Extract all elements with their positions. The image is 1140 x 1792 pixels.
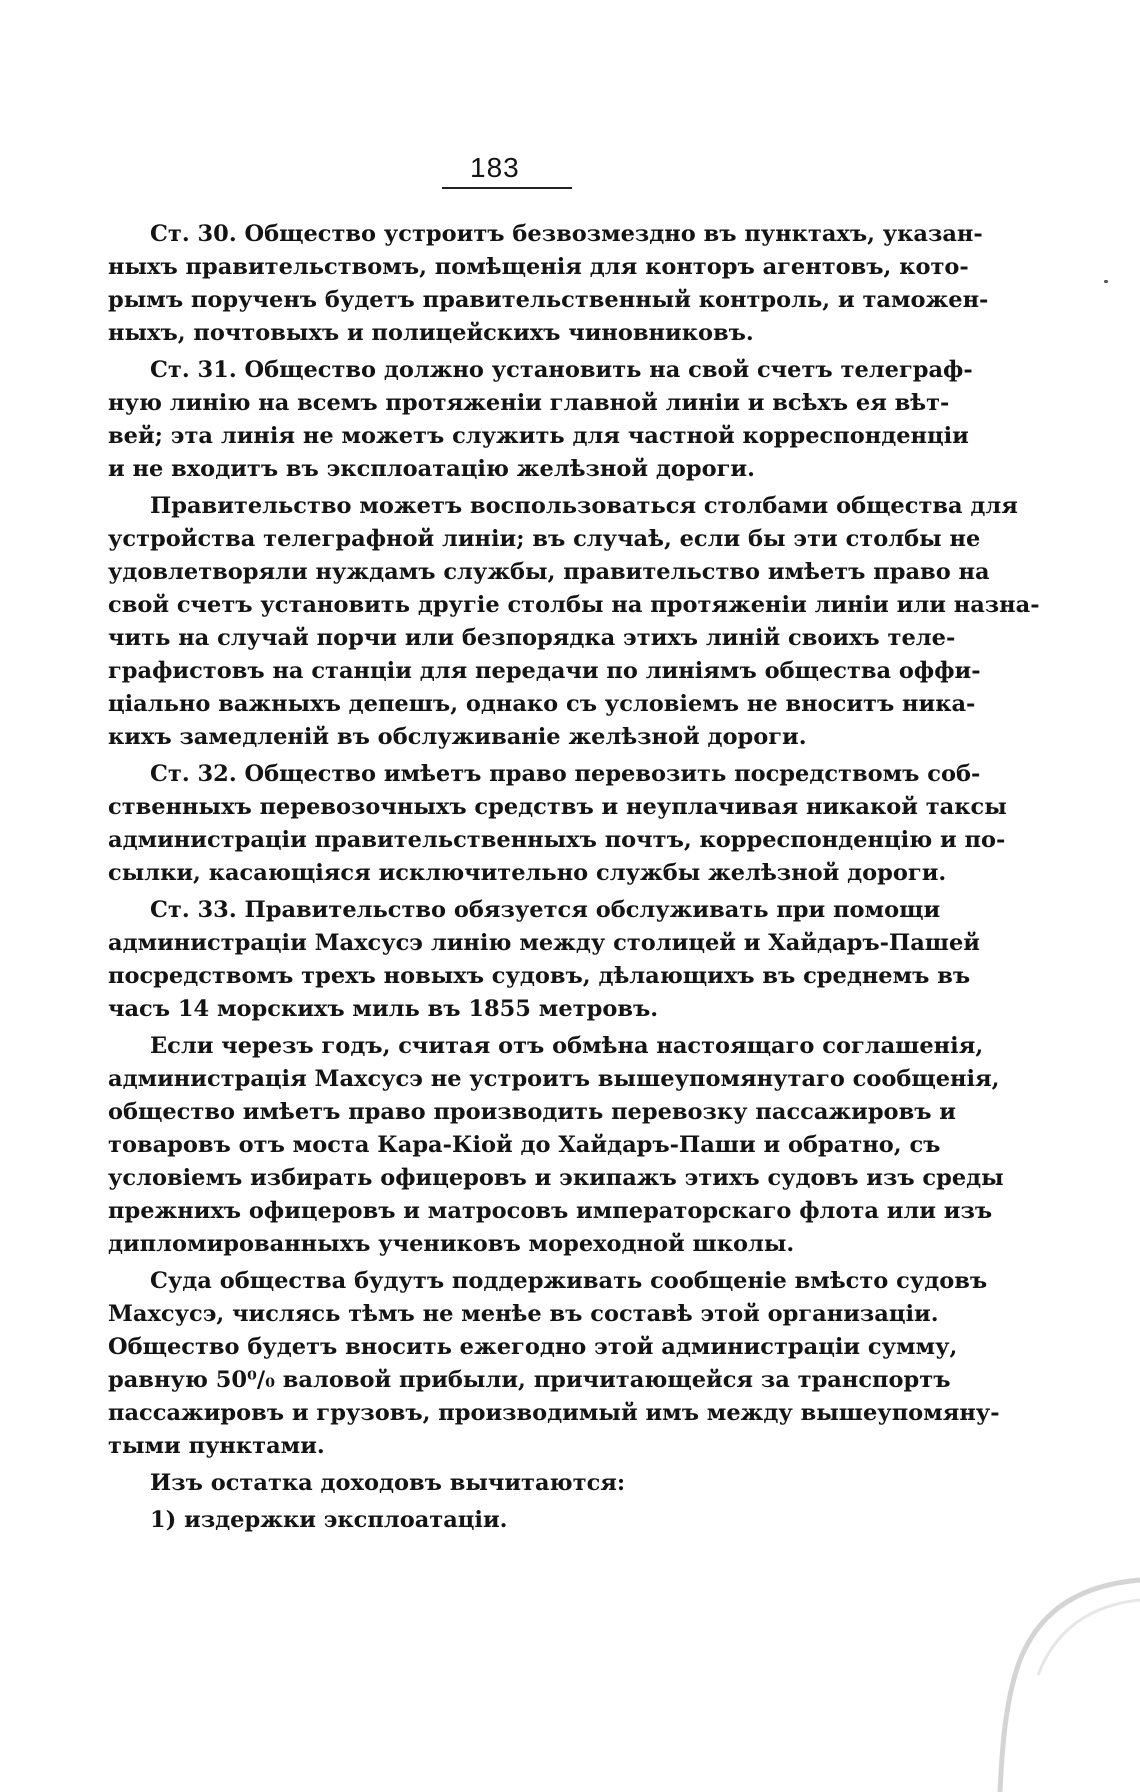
- text-line: Общество будетъ вносить ежегодно этой администраціи сумму,: [108, 1334, 958, 1360]
- text-line: Правительство можетъ воспользоваться столбами общества для: [150, 493, 1018, 519]
- text-line: свой счетъ установить другіе столбы на протяженіи линіи или назна-: [108, 592, 1040, 618]
- page-number: 183: [470, 152, 520, 183]
- text-line: пассажировъ и грузовъ, производимый имъ между вышеупомяну-: [108, 1400, 1000, 1426]
- text-line: администрація Махсусэ не устроитъ вышеупомянутаго сообщенія,: [108, 1066, 1000, 1092]
- text-line: вей; эта линія не можетъ служить для частной корреспонденціи: [108, 423, 969, 449]
- text-line: Изъ остатка доходовъ вычитаются:: [150, 1470, 626, 1496]
- text-line: ныхъ правительствомъ, помѣщенія для конторъ агентовъ, кото-: [108, 254, 969, 280]
- text-line: устройства телеграфной линіи; въ случаѣ, если бы эти столбы не: [108, 526, 981, 552]
- article-33-paragraph: [108, 894, 980, 1026]
- article-32-paragraph: [108, 758, 1007, 890]
- text-line: дипломированныхъ учениковъ мореходной школы.: [108, 1231, 795, 1257]
- article-33-continued-2-paragraph: [108, 1265, 1000, 1463]
- text-line: кихъ замедленій въ обслуживаніе желѣзной дороги.: [108, 724, 807, 750]
- text-line: Если черезъ годъ, считая отъ обмѣна настоящаго соглашенія,: [150, 1033, 984, 1059]
- text-line: тыми пунктами.: [108, 1433, 325, 1459]
- text-line: общество имѣетъ право производить перевозку пассажировъ и: [108, 1099, 956, 1125]
- text-line: графистовъ на станціи для передачи по линіямъ общества оффи-: [108, 658, 981, 684]
- article-33-continued-1-paragraph: [108, 1030, 1004, 1261]
- text-line: часъ 14 морскихъ миль въ 1855 метровъ.: [108, 996, 659, 1022]
- article-31-paragraph: [108, 354, 973, 486]
- text-line: чить на случай порчи или безпорядка этихъ линій своихъ теле-: [108, 625, 956, 651]
- text-line: Ст. 33. Правительство обязуется обслуживать при помощи: [150, 897, 941, 923]
- text-line: Ст. 30. Общество устроитъ безвозмездно въ пунктахъ, указан-: [150, 221, 983, 247]
- text-line: сылки, касающіяся исключительно службы желѣзной дороги.: [108, 860, 947, 886]
- text-line: Ст. 31. Общество должно установить на свой счетъ телеграф-: [150, 357, 973, 383]
- text-line: ственныхъ перевозочныхъ средствъ и неуплачивая никакой таксы: [108, 794, 1007, 820]
- text-line: администраціи правительственныхъ почтъ, корреспонденцію и по-: [108, 827, 1006, 853]
- article-30-paragraph: [108, 218, 989, 350]
- page-corner-curl: [940, 1570, 1140, 1792]
- margin-speck: [1104, 280, 1108, 283]
- header-rule: [442, 187, 572, 189]
- text-line: ціально важныхъ депешъ, однако съ условіемъ не вноситъ никa-: [108, 691, 976, 717]
- page-body: [108, 218, 1040, 1537]
- text-line: удовлетворяли нуждамъ службы, правительство имѣетъ право на: [108, 559, 990, 585]
- text-line: администраціи Махсусэ линію между столицей и Хайдаръ-Пашей: [108, 930, 980, 956]
- text-line: Суда общества будутъ поддерживать сообщеніе вмѣсто судовъ: [150, 1268, 988, 1294]
- text-line: ную линію на всемъ протяженіи главной линіи и всѣхъ ея вѣт-: [108, 390, 950, 416]
- text-line: равную 50⁰/₀ валовой прибыли, причитающейся за транспортъ: [108, 1367, 951, 1393]
- text-line: 1) издержки эксплоатаціи.: [150, 1507, 508, 1533]
- text-line: посредствомъ трехъ новыхъ судовъ, дѣлающихъ въ среднемъ въ: [108, 963, 971, 989]
- text-line: Махсусэ, числясь тѣмъ не менѣе въ составѣ этой организаціи.: [108, 1301, 939, 1327]
- deduction-item-1-paragraph: [108, 1504, 898, 1537]
- text-line: прежнихъ офицеровъ и матросовъ императорскаго флота или изъ: [108, 1198, 993, 1224]
- text-line: условіемъ избирать офицеровъ и экипажъ этихъ судовъ изъ среды: [108, 1165, 1004, 1191]
- deductions-intro-paragraph: [108, 1467, 898, 1500]
- article-31-continued-paragraph: [108, 490, 1040, 754]
- text-line: ныхъ, почтовыхъ и полицейскихъ чиновниковъ.: [108, 320, 754, 346]
- text-line: рымъ порученъ будетъ правительственный контроль, и таможен-: [108, 287, 989, 313]
- text-line: Ст. 32. Общество имѣетъ право перевозить посредствомъ соб-: [150, 761, 981, 787]
- text-line: товаровъ отъ моста Кара-Кіой до Хайдаръ-Паши и обратно, съ: [108, 1132, 941, 1158]
- text-line: и не входитъ въ эксплоатацію желѣзной дороги.: [108, 456, 755, 482]
